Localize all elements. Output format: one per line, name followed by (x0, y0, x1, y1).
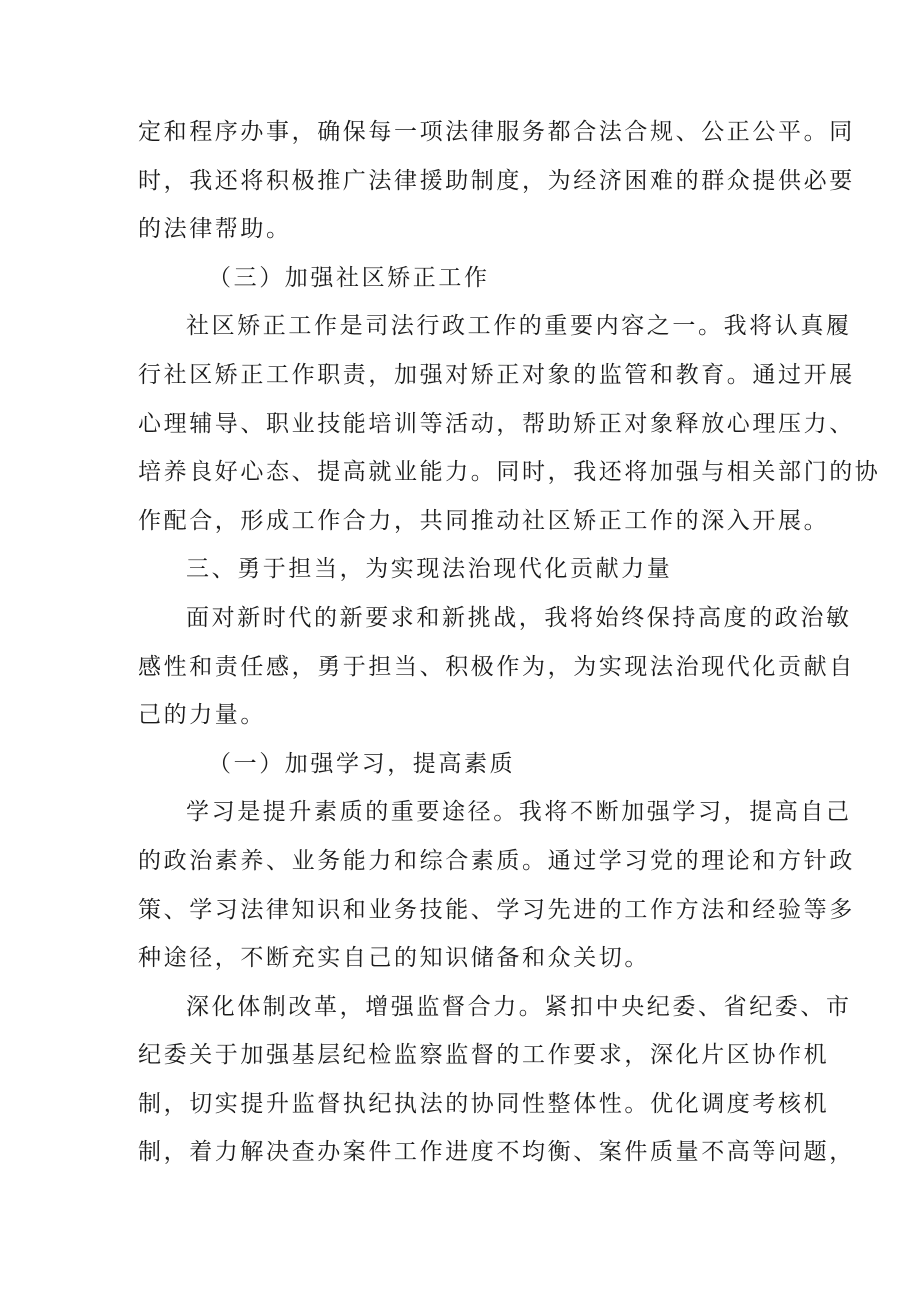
body-text-line: 制，切实提升监督执纪执法的协同性整体性。优化调度考核机 (138, 1090, 830, 1117)
body-text-line: 培养良好心态、提高就业能力。同时，我还将加强与相关部门的协 (138, 459, 881, 486)
body-text-line: 面对新时代的新要求和新挑战，我将始终保持高度的政治敏 (186, 604, 852, 631)
body-text-line: 时，我还将积极推广法律援助制度，为经济困难的群众提供必要 (138, 167, 855, 194)
body-text-line: 行社区矫正工作职责，加强对矫正对象的监管和教育。通过开展 (138, 361, 855, 388)
body-text-line: 纪委关于加强基层纪检监察监督的工作要求，深化片区协作机 (138, 1042, 830, 1069)
body-text-line: 心理辅导、职业技能培训等活动，帮助矫正对象释放心理压力、 (138, 410, 855, 437)
section-subheading: （一）加强学习，提高素质 (208, 750, 516, 777)
body-text-line: 社区矫正工作是司法行政工作的重要内容之一。我将认真履 (186, 313, 852, 340)
body-text-line: 策、学习法律知识和业务技能、学习先进的工作方法和经验等多 (138, 896, 855, 923)
body-text-line: 定和程序办事，确保每一项法律服务都合法合规、公正公平。同 (138, 119, 855, 145)
body-text-line: 作配合，形成工作合力，共同推动社区矫正工作的深入开展。 (138, 507, 830, 534)
body-text-line: 的政治素养、业务能力和综合素质。通过学习党的理论和方针政 (138, 847, 855, 874)
body-text-line: 学习是提升素质的重要途径。我将不断加强学习，提高自己 (186, 799, 852, 826)
body-text-line: 己的力量。 (138, 702, 266, 729)
section-heading: 三、勇于担当，为实现法治现代化贡献力量 (186, 556, 673, 583)
body-text-line: 感性和责任感，勇于担当、积极作为，为实现法治现代化贡献自 (138, 653, 855, 680)
body-text-line: 制，着力解决查办案件工作进度不均衡、案件质量不高等问题， (138, 1139, 855, 1166)
body-text-line: 的法律帮助。 (138, 216, 292, 243)
section-subheading: （三）加强社区矫正工作 (208, 264, 490, 291)
body-text-line: 深化体制改革，增强监督合力。紧扣中央纪委、省纪委、市 (186, 993, 852, 1020)
document-page (138, 108, 881, 1177)
body-text-line: 种途径，不断充实自己的知识储备和众关切。 (138, 945, 650, 972)
